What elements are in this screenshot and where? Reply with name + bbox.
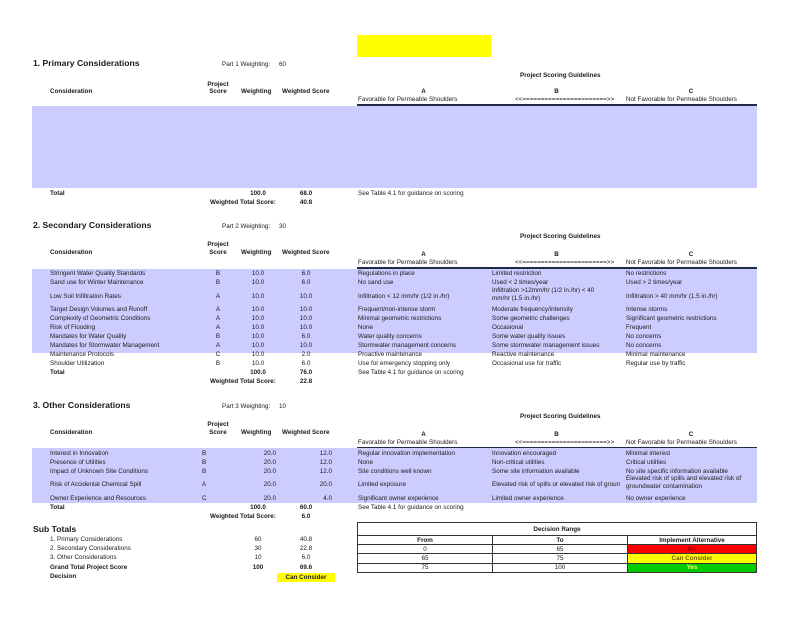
section-2-weighted-total-label: Weighted Total Score: <box>210 378 276 385</box>
decision-from: 65 <box>358 554 493 563</box>
section-2-title: 2. Secondary Considerations <box>33 220 152 230</box>
section-3-weighting-value: 10 <box>279 403 287 410</box>
subtotal-score: 40.8 <box>299 536 313 543</box>
row-guide-a: Minimal geometric restrictions <box>358 315 442 322</box>
decision-to: 75 <box>493 554 628 563</box>
row-guide-b: Moderate frequency/intensity <box>492 306 573 313</box>
row-guide-a: Regulations in place <box>358 270 415 277</box>
row-guide-a: Regular innovation implementation <box>358 450 455 457</box>
subtotal-label: 1. Primary Considerations <box>50 536 123 543</box>
row-guide-c: Critical utilities <box>626 459 667 466</box>
section-2-col-consideration: Consideration <box>50 249 93 256</box>
row-score: A <box>215 293 221 300</box>
row-guide-a: Frequent/non-intense storm <box>358 306 436 313</box>
row-name: Mandates for Stormwater Management <box>50 342 160 349</box>
section-1-weighted-total-value: 40.8 <box>299 199 313 206</box>
section-2-weighting-value: 30 <box>279 223 287 230</box>
section-1-col-weighted-score: Weighted Score <box>282 88 330 95</box>
section-1-weighting-value: 60 <box>279 61 287 68</box>
row-weighting: 10.0 <box>251 333 265 340</box>
section-1-total-weighting: 100.0 <box>250 190 266 197</box>
decision-col-from: From <box>358 536 493 545</box>
row-name: Mandates for Water Quality <box>50 333 127 340</box>
section-3-label-b: <<=======================>> <box>515 439 615 446</box>
row-guide-a: None <box>358 459 374 466</box>
subtotal-weight: 60 <box>254 536 262 543</box>
row-score: B <box>215 279 221 286</box>
decision-to: 100 <box>493 563 628 572</box>
row-guide-a: Significant owner experience <box>358 495 439 502</box>
row-weighting: 20.0 <box>263 450 276 457</box>
row-score: C <box>202 495 207 502</box>
section-1-col-c: C <box>688 88 694 95</box>
row-weighted: 10.0 <box>299 324 313 331</box>
row-weighting: 10.0 <box>251 324 265 331</box>
section-2-col-weighting: Weighting <box>241 249 272 256</box>
row-guide-a: Infiltration < 12 mm/hr (1/2 in./hr) <box>358 293 450 300</box>
row-weighted: 10.0 <box>299 293 313 300</box>
decision-result-yes: Yes <box>628 563 757 572</box>
row-guide-b: Limited restriction <box>492 270 542 277</box>
section-1-label-b: <<=======================>> <box>515 96 615 103</box>
section-3-col-consideration: Consideration <box>50 429 93 436</box>
row-guide-a: No sand use <box>358 279 394 286</box>
row-guide-c: No restrictions <box>626 270 667 277</box>
section-2-col-a: A <box>421 251 426 258</box>
section-3-note: See Table 4.1 for guidance on scoring <box>358 504 464 511</box>
grand-total-score: 69.6 <box>299 564 313 571</box>
decision-row <box>358 554 757 563</box>
section-1-label-c: Not Favorable for Permeable Shoulders <box>626 96 737 103</box>
section-3-label-c: Not Favorable for Permeable Shoulders <box>626 439 737 446</box>
row-guide-b: Infiltration >12mm/hr (1/2 in./hr) < 40 mm/hr (1.5 in./hr) <box>492 287 595 302</box>
row-guide-c: Significant geometric restrictions <box>626 315 717 322</box>
row-weighted: 4.0 <box>323 495 332 502</box>
row-guide-b: Some site information available <box>492 468 580 475</box>
section-1-weighting-label: Part 1 Weighting: <box>222 61 271 68</box>
section-2-col-score-2: Score <box>209 249 227 256</box>
row-guide-b: Some geometric challenges <box>492 315 570 322</box>
decision-from: 75 <box>358 563 493 572</box>
row-weighting: 20.0 <box>263 459 276 466</box>
section-2-label-a: Favorable for Permeable Shoulders <box>358 259 458 266</box>
row-score: C <box>215 351 221 358</box>
section-3-col-score-2: Score <box>209 429 227 436</box>
subtotal-score: 22.8 <box>299 545 313 552</box>
section-2-label-b: <<=======================>> <box>515 259 615 266</box>
row-weighting: 20.0 <box>263 468 276 475</box>
section-3-col-b: B <box>554 431 559 438</box>
section-2-col-weighted-score: Weighted Score <box>282 249 330 256</box>
section-3-col-a: A <box>421 431 426 438</box>
section-3-total-weighting: 100.0 <box>250 504 266 511</box>
section-3-weighted-total-label: Weighted Total Score: <box>210 513 276 520</box>
row-name: Risk of Flooding <box>50 324 96 331</box>
section-1-col-a: A <box>421 88 426 95</box>
section-1-total-weighted: 68.0 <box>299 190 313 197</box>
decision-row <box>358 545 757 554</box>
row-weighted: 6.0 <box>301 360 311 367</box>
decision-value-badge: Can Consider <box>277 573 335 582</box>
row-score: B <box>202 468 207 475</box>
subtotal-label: 2. Secondary Considerations <box>50 545 131 552</box>
row-guide-b: Elevated risk of spills or elevated risk of groun <box>492 481 621 488</box>
row-score: A <box>202 481 207 488</box>
section-1-guidelines-title: Project Scoring Guidelines <box>520 72 601 79</box>
row-weighted: 6.0 <box>301 333 311 340</box>
section-2-col-b: B <box>554 251 559 258</box>
row-weighted: 6.0 <box>301 279 311 286</box>
row-guide-b: Innovation encouraged <box>492 450 557 457</box>
row-guide-a: Limited exposure <box>358 481 406 488</box>
row-score: B <box>202 459 207 466</box>
section-1-col-weighting: Weighting <box>241 88 272 95</box>
section-3-col-weighting: Weighting <box>241 429 272 436</box>
row-guide-a: Stormwater management concerns <box>358 342 456 349</box>
row-score: B <box>202 450 207 457</box>
section-2-note: See Table 4.1 for guidance on scoring <box>358 369 464 376</box>
section-2-weighted-total-value: 22.8 <box>299 378 313 385</box>
row-guide-c: No concerns <box>626 333 662 340</box>
row-score: A <box>215 315 221 322</box>
row-guide-c: Frequent <box>626 324 652 331</box>
section-3-total-label: Total <box>50 504 65 511</box>
row-guide-c: Minimal interest <box>626 450 671 457</box>
section-2-total-label: Total <box>50 369 65 376</box>
row-guide-b: Occasional <box>492 324 524 331</box>
row-weighted: 12.0 <box>319 450 332 457</box>
row-name: Low Soil Infiltration Rates <box>50 293 122 300</box>
row-weighted: 10.0 <box>299 306 313 313</box>
section-1-band-full <box>32 106 757 188</box>
subtotal-score: 6.0 <box>301 554 311 561</box>
row-weighted: 10.0 <box>299 342 313 349</box>
grand-total-label: Grand Total Project Score <box>50 564 128 571</box>
section-3-weighted-total-value: 6.0 <box>301 513 311 520</box>
row-guide-b: Some stormwater management issues <box>492 342 600 349</box>
row-name: Presence of Utilities <box>50 459 106 466</box>
row-guide-a: Use for emergency stopping only <box>358 360 451 367</box>
subtotal-label: 3. Other Considerations <box>50 554 117 561</box>
row-weighted: 20.0 <box>319 481 332 488</box>
grand-total-weight: 100 <box>252 564 264 571</box>
section-1-note: See Table 4.1 for guidance on scoring <box>358 190 464 197</box>
row-guide-b: Limited owner experience <box>492 495 564 502</box>
section-2-guidelines-title: Project Scoring Guidelines <box>520 233 601 240</box>
row-guide-c: No owner experience <box>626 495 686 502</box>
section-2-weighting-label: Part 2 Weighting: <box>222 223 271 230</box>
row-name: Stringent Water Quality Standards <box>50 270 146 277</box>
row-score: A <box>215 306 221 313</box>
row-weighted: 6.0 <box>301 270 311 277</box>
row-guide-a: Water quality concerns <box>358 333 422 340</box>
row-name: Target Design Volumes and Runoff <box>50 306 148 313</box>
row-guide-a: None <box>358 324 374 331</box>
section-3-col-c: C <box>688 431 694 438</box>
row-weighting: 10.0 <box>251 315 265 322</box>
section-3-label-a: Favorable for Permeable Shoulders <box>358 439 458 446</box>
section-2-col-score-1: Project <box>207 241 229 248</box>
title-highlight-box <box>357 35 491 57</box>
row-guide-c: Intense storms <box>626 306 668 313</box>
decision-range-title: Decision Range <box>358 523 757 536</box>
decision-range-table <box>357 522 757 573</box>
row-score: A <box>215 342 221 349</box>
section-2-total-weighting: 100.0 <box>250 369 266 376</box>
decision-label: Decision <box>50 573 77 580</box>
row-name: Impact of Unknown Site Conditions <box>50 468 149 475</box>
row-name: Sand use for Winter Maintenance <box>50 279 144 286</box>
section-3-total-weighted: 60.0 <box>299 504 313 511</box>
decision-result-can-consider: Can Consider <box>628 554 757 563</box>
row-name: Shoulder Utilization <box>50 360 105 367</box>
section-2-label-c: Not Favorable for Permeable Shoulders <box>626 259 737 266</box>
row-weighted: 10.0 <box>299 315 313 322</box>
row-weighted: 2.0 <box>301 351 311 358</box>
row-guide-b: Reactive maintenance <box>492 351 555 358</box>
section-1-weighted-total-label: Weighted Total Score: <box>210 199 276 206</box>
row-guide-a: Proactive maintenance <box>358 351 423 358</box>
row-guide-b: Used < 2 times/year <box>492 279 549 286</box>
row-weighting: 20.0 <box>263 495 276 502</box>
row-guide-b: Non-critical utilities <box>492 459 545 466</box>
subtotal-weight: 30 <box>254 545 262 552</box>
section-2-total-weighted: 76.0 <box>299 369 313 376</box>
row-weighted: 12.0 <box>319 459 332 466</box>
section-1-title: 1. Primary Considerations <box>33 58 140 68</box>
section-1-col-score-2: Score <box>209 88 227 95</box>
row-weighting: 10.0 <box>251 351 265 358</box>
decision-col-implement: Implement Alternative <box>628 536 757 545</box>
row-weighting: 10.0 <box>251 342 265 349</box>
row-score: B <box>215 360 221 367</box>
decision-result-no: No <box>628 545 757 554</box>
row-guide-c: No concerns <box>626 342 662 349</box>
decision-from: 0 <box>358 545 493 554</box>
row-guide-c: Elevated risk of spills and elevated risk of groundwater contamination <box>626 475 742 490</box>
decision-to: 65 <box>493 545 628 554</box>
row-guide-c: Regular use by traffic <box>626 360 686 367</box>
section-1-total-label: Total <box>50 190 65 197</box>
section-1-label-a: Favorable for Permeable Shoulders <box>358 96 458 103</box>
subtotals-title: Sub Totals <box>33 524 77 534</box>
row-weighted: 12.0 <box>319 468 332 475</box>
section-3-title: 3. Other Considerations <box>33 400 131 410</box>
row-score: B <box>215 270 221 277</box>
row-name: Complexity of Geometric Conditions <box>50 315 151 322</box>
row-guide-b: Occasional use for traffic <box>492 360 562 367</box>
row-guide-c: Infiltration > 40 mm/hr (1.5 in./hr) <box>626 293 718 300</box>
decision-col-to: To <box>493 536 628 545</box>
subtotal-weight: 10 <box>254 554 262 561</box>
row-name: Maintenance Protocols <box>50 351 115 358</box>
section-1-col-score-1: Project <box>207 81 229 88</box>
section-2-col-c: C <box>688 251 694 258</box>
row-weighting: 20.0 <box>263 481 276 488</box>
row-guide-a: Site conditions well known <box>358 468 432 475</box>
section-3-weighting-label: Part 3 Weighting: <box>222 403 271 410</box>
row-name: Owner Experience and Resources <box>50 495 146 502</box>
row-guide-b: Some water quality issues <box>492 333 566 340</box>
decision-row <box>358 563 757 572</box>
section-3-guidelines-title: Project Scoring Guidelines <box>520 413 601 420</box>
row-name: Risk of Accidental Chemical Spill <box>50 481 142 488</box>
row-guide-c: No site specific information available <box>626 468 728 475</box>
row-guide-c: Minimal maintenance <box>626 351 686 358</box>
row-guide-c: Used > 2 times/year <box>626 279 683 286</box>
section-1-col-consideration: Consideration <box>50 88 93 95</box>
row-weighting: 10.0 <box>251 360 265 367</box>
section-3-col-weighted-score: Weighted Score <box>282 429 330 436</box>
row-weighting: 10.0 <box>251 293 265 300</box>
row-score: A <box>215 324 221 331</box>
row-weighting: 10.0 <box>251 306 265 313</box>
section-1-col-b: B <box>554 88 559 95</box>
section-3-col-score-1: Project <box>207 421 229 428</box>
row-weighting: 10.0 <box>251 279 265 286</box>
row-score: B <box>215 333 221 340</box>
row-name: Interest in Innovation <box>50 450 109 457</box>
row-weighting: 10.0 <box>251 270 265 277</box>
